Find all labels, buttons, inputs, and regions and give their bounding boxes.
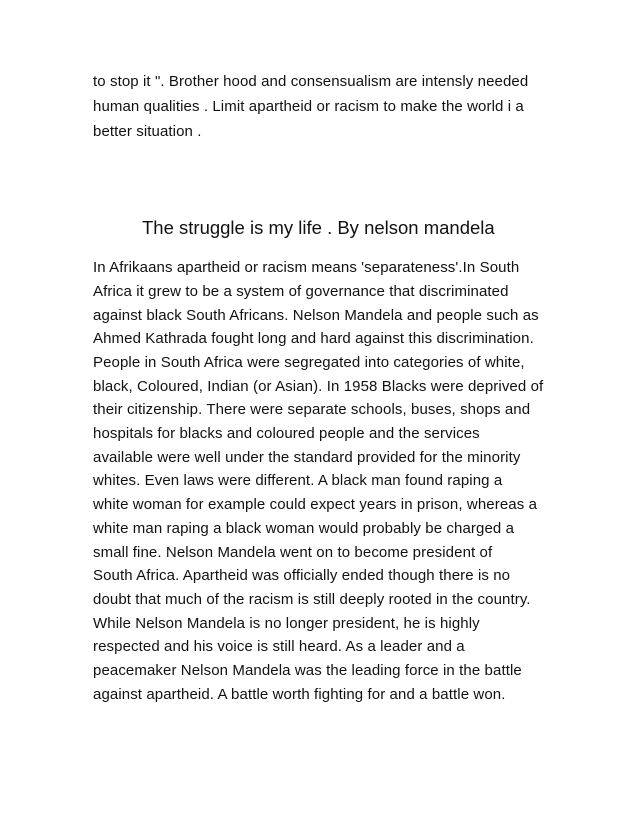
essay-line: white man raping a black woman would probably be charged a <box>93 520 515 537</box>
intro-line: better situation . <box>93 123 202 140</box>
essay-title: The struggle is my life . By nelson mandela <box>142 217 495 238</box>
essay-line: against black South Africans. Nelson Mandela and people such as <box>93 307 539 324</box>
essay-line: hospitals for blacks and coloured people and the services <box>93 425 480 442</box>
essay-line: respected and his voice is still heard. As a leader and a <box>93 638 465 655</box>
intro-line: to stop it ". Brother hood and consensualism are intensly needed <box>93 73 529 90</box>
essay-line: against apartheid. A battle worth fighting for and a battle won. <box>93 686 506 703</box>
intro-line: human qualities . Limit apartheid or racism to make the world i a <box>93 98 524 115</box>
essay-line: black, Coloured, Indian (or Asian). In 1958 Blacks were deprived of <box>93 378 544 395</box>
essay-line: Ahmed Kathrada fought long and hard against this discrimination. <box>93 330 534 347</box>
essay-line: In Afrikaans apartheid or racism means 'separateness'.In South <box>93 259 520 276</box>
essay-line: their citizenship. There were separate schools, buses, shops and <box>93 401 531 418</box>
essay-line: small fine. Nelson Mandela went on to become president of <box>93 544 493 561</box>
essay-line: doubt that much of the racism is still deeply rooted in the country. <box>93 591 531 608</box>
essay-line: white woman for example could expect years in prison, whereas a <box>93 496 538 513</box>
essay-line: whites. Even laws were different. A black man found raping a <box>93 472 503 489</box>
essay-line: available were well under the standard provided for the minority <box>93 449 521 466</box>
essay-line: While Nelson Mandela is no longer president, he is highly <box>93 615 480 632</box>
essay-line: Africa it grew to be a system of governance that discriminated <box>93 283 509 300</box>
essay-line: peacemaker Nelson Mandela was the leading force in the battle <box>93 662 522 679</box>
essay-line: South Africa. Apartheid was officially ended though there is no <box>93 567 511 584</box>
essay-line: People in South Africa were segregated into categories of white, <box>93 354 525 371</box>
